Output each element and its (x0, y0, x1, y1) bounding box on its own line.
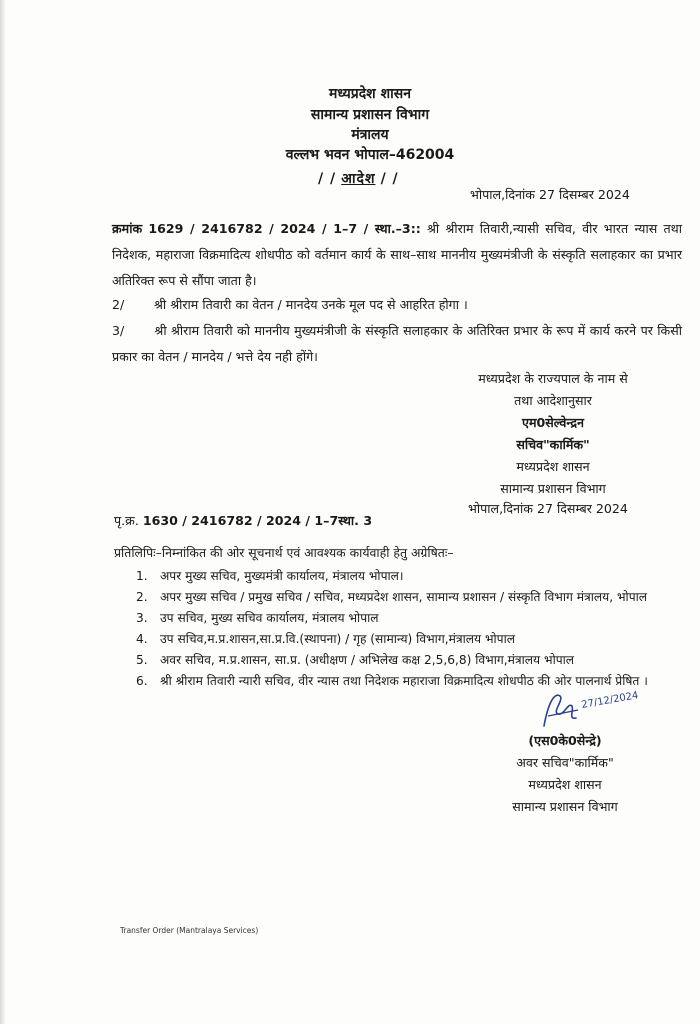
list-item-number: 1. (136, 569, 148, 583)
signature-date: 27/12/2024 (580, 690, 640, 711)
list-item (114, 629, 684, 649)
list-item (114, 587, 684, 607)
order-number: 1629 / 2416782 / 2024 / 1–7 / स्था.–3:: (148, 221, 421, 236)
list-item-text: उप सचिव, मुख्य सचिव कार्यालय, मंत्रालय भोपाल (160, 611, 379, 625)
signatory-1-department: सामान्य प्रशासन विभाग (500, 481, 606, 496)
order-date: भोपाल,दिनांक 27 दिसम्बर 2024 (470, 187, 630, 202)
paragraph-3 (112, 318, 682, 370)
signatory-block-1 (438, 368, 668, 500)
order-heading (318, 168, 399, 188)
list-item-text: श्री श्रीराम तिवारी न्यारी सचिव, वीर न्यास तथा निदेशक महाराजा विक्रमादित्य शोधपीठ की ओर पालनार्थ प्रेषित । (160, 674, 648, 688)
paragraph-2-number: 2/ (112, 297, 125, 312)
scan-edge-shadow (0, 0, 6, 1024)
copy-to-list (114, 566, 684, 692)
paragraph-2 (112, 292, 682, 318)
list-item-text: अपर मुख्य सचिव / प्रमुख सचिव / सचिव, मध्यप्रदेश शासन, सामान्य प्रशासन / संस्कृति विभाग मंत्रालय, भोपाल (160, 590, 648, 604)
endorsement-date: भोपाल,दिनांक 27 दिसम्बर 2024 (468, 501, 628, 516)
list-item (114, 608, 684, 628)
list-item (114, 566, 684, 586)
signatory-2-name: (एस0के0सेन्द्रे) (528, 733, 602, 748)
signatory-1-order: तथा आदेशानुसार (514, 393, 592, 408)
list-item-number: 2. (136, 590, 148, 604)
list-item-number: 5. (136, 653, 148, 667)
list-item-number: 3. (136, 611, 148, 625)
signatory-2-department: सामान्य प्रशासन विभाग (512, 799, 618, 814)
order-slash-left: / / (318, 171, 337, 187)
list-item-text: अवर सचिव, म.प्र.शासन, सा.प्र. (अधीक्षण / अभिलेख कक्ष 2,5,6,8) विभाग,मंत्रालय भोपाल (160, 653, 575, 667)
header-government: मध्यप्रदेश शासन (329, 86, 411, 102)
signatory-2-designation: अवर सचिव"कार्मिक" (516, 755, 614, 770)
paragraph-3-text: श्री श्रीराम तिवारी को माननीय मुख्यमंत्रीजी के संस्कृति सलाहकार के अतिरिक्त प्रभार के रूप में कार्य करने पर किसी प्रकार का वेतन / मानदेय / भत्ते देय नही होंगे। (112, 323, 682, 364)
order-slash-right: / / (380, 171, 399, 187)
handwritten-signature (538, 686, 648, 734)
header-ministry: मंत्रालय (351, 127, 389, 143)
endorsement-ref: 1630 / 2416782 / 2024 / 1–7स्था. 3 (142, 513, 373, 528)
header-department: सामान्य प्रशासन विभाग (310, 107, 430, 123)
list-item-text: अपर मुख्य सचिव, मुख्यमंत्री कार्यालय, मंत्रालय भोपाल। (160, 569, 404, 583)
list-item (114, 650, 684, 670)
paragraph-3-number: 3/ (112, 323, 125, 338)
signatory-1-name: एम0सेल्वेन्द्रन (521, 415, 585, 430)
endorsement-prefix: पृ.क्र. (114, 513, 139, 528)
copy-to-intro: प्रतिलिपिः–निम्नांकित की ओर सूचनार्थ एवं आवश्यक कार्यवाही हेतु अग्रेषितः– (114, 545, 454, 560)
endorsement-number (114, 512, 372, 529)
signatory-1-government: मध्यप्रदेश शासन (516, 459, 590, 474)
list-item-number: 6. (136, 674, 148, 688)
list-item-text: उप सचिव,म.प्र.शासन,सा.प्र.वि.(स्थापना) / गृह (सामान्य) विभाग,मंत्रालय भोपाल (160, 632, 516, 646)
paragraph-1-text: श्री श्रीराम तिवारी,न्यासी सचिव, वीर भारत न्यास तथा निदेशक, महाराजा विक्रमादित्य शोधपीठ को वर्तमान कार्य के साथ–साथ माननीय मुख्यमंत्रीजी के संस्कृति सलाहकार का प्रभार अतिरिक्त रूप से सौंपा जाता है। (112, 221, 682, 288)
signatory-1-designation: सचिव"कार्मिक" (516, 437, 590, 452)
signatory-1-authority: मध्यप्रदेश के राज्यपाल के नाम से (478, 371, 628, 386)
document-footer: Transfer Order (Mantralaya Services) (120, 926, 259, 935)
order-label: आदेश (341, 171, 376, 187)
signatory-block-2 (470, 730, 660, 818)
order-number-prefix: क्रमांक (112, 221, 143, 236)
header-address: वल्लभ भवन भोपाल–462004 (285, 147, 455, 163)
signatory-2-government: मध्यप्रदेश शासन (528, 777, 602, 792)
paragraph-1 (112, 216, 682, 294)
paragraph-2-text: श्री श्रीराम तिवारी का वेतन / मानदेय उनके मूल पद से आहरित होगा । (154, 297, 468, 312)
list-item-number: 4. (136, 632, 148, 646)
